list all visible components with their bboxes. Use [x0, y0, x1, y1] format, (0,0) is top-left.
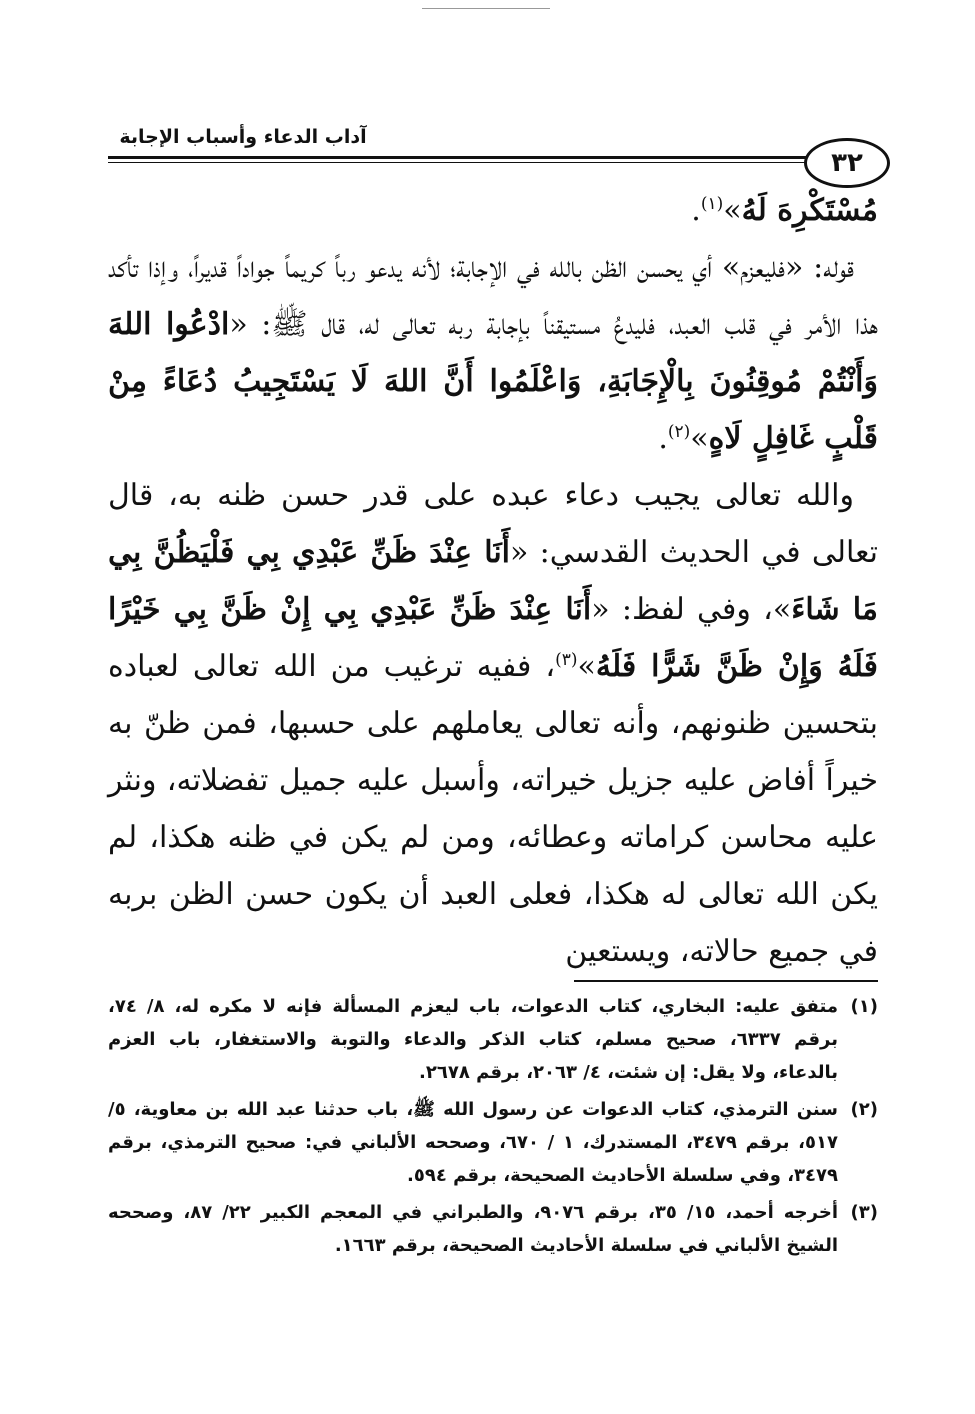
footnote-1	[108, 990, 878, 1089]
header-rule-thin	[108, 162, 808, 163]
hadith-text: أَنَا عِنْدَ ظَنِّ عَبْدِي بِي إِنْ ظَنَّ بِي خَيْرًا فَلَهُ وَإِنْ ظَنَّ شَرًّا فَلَهُ	[108, 592, 878, 684]
main-text	[108, 182, 878, 980]
running-title: آداب الدعاء وأسباب الإجابة	[119, 126, 367, 148]
closing-quote: »	[690, 421, 709, 456]
top-decorative-rule	[422, 8, 550, 9]
paragraph-text: قوله: «فليعزم» أي يحسن الظن بالله في الإجابة؛ لأنه يدعو رباً كريماً جواداً قديراً، وإذا تأكد هذا الأمر في قلب العبد، فليدعُ مستيقناً بإجابة ربه تعالى له، قال ﷺ: «	[108, 250, 878, 342]
period: .	[658, 421, 668, 456]
footnote-3	[108, 1196, 878, 1262]
footnote-number: (٢)	[850, 1099, 878, 1120]
paragraph-text: والله تعالى يجيب دعاء عبده على قدر حسن ظنه به، قال تعالى في الحديث القدسي: «	[108, 478, 878, 570]
footnote-ref-3: (٣)	[555, 650, 578, 670]
hadith-text: أَنَا عِنْدَ ظَنِّ عَبْدِي بِي فَلْيَظُنَّ بِي مَا شَاءَ	[108, 535, 879, 627]
footnote-ref-1: (١)	[700, 194, 724, 214]
footnote-separator	[574, 980, 878, 982]
paragraph-2	[108, 239, 878, 467]
footnote-text: أخرجه أحمد، ١٥/ ٣٥، برقم ٩٠٧٦، والطبراني في المعجم الكبير ٢٢/ ٨٧، وصححه الشيخ الألباني في سلسلة الأحاديث الصحيحة، برقم ١٦٦٣.	[108, 1202, 838, 1256]
footnote-2	[108, 1093, 878, 1192]
footnote-text: متفق عليه: البخاري، كتاب الدعوات، باب ليعزم المسألة فإنه لا مكره له، ٨/ ٧٤، برقم ٦٣٣٧، صحيح مسلم، كتاب الذكر والدعاء والتوبة والاستغفار، باب العزم بالدعاء، ولا يقل: إن شئت، ٤/ ٢٠٦٣، برقم ٢٦٧٨.	[108, 996, 838, 1083]
paragraph-text: ، ففيه ترغيب من الله تعالى لعباده بتحسين ظنونهم، وأنه تعالى يعاملهم على حسبها، فمن ظنّ به خيراً أفاض عليه جزيل خيراته، وأسبل عليه جميل تفضلاته، ونثر عليه محاسن كراماته وعطائه، ومن لم يكن في ظنه هكذا، لم يكن الله تعالى له هكذا، فعلى العبد أن يكون حسن الظن بربه في جميع حالاته، ويستعين	[108, 649, 878, 969]
paragraph-3	[108, 467, 878, 980]
period: .	[691, 193, 701, 228]
page-header	[108, 118, 878, 178]
footnote-text: سنن الترمذي، كتاب الدعوات عن رسول الله ﷺ، باب حدثنا عبد الله بن معاوية، ٥/ ٥١٧، برقم ٣٤٧٩، المستدرك، ١ / ٦٧٠، وصححه الألباني في: صحيح الترمذي، برقم ٣٤٧٩، وفي سلسلة الأحاديث الصحيحة، برقم ٥٩٤.	[108, 1099, 838, 1186]
closing-quote: »	[577, 649, 596, 684]
closing-quote: »	[723, 193, 742, 228]
hadith-text: مُسْتَكْرِهَ لَهُ	[741, 193, 878, 228]
footnote-number: (١)	[850, 996, 878, 1017]
paragraph-text: »، وفي لفظ: «	[591, 592, 792, 627]
header-rule-thick	[108, 156, 808, 159]
footnote-ref-2: (٢)	[667, 422, 691, 442]
paragraph-1	[108, 182, 878, 239]
page-number: ٣٢	[804, 138, 890, 188]
footnote-number: (٣)	[850, 1202, 878, 1223]
footnotes	[108, 990, 878, 1266]
hadith-text: ادْعُوا اللهَ وَأَنْتُمْ مُوقِنُونَ بِالْإِجَابَةِ، وَاعْلَمُوا أَنَّ اللهَ لَا يَسْتَجِيبُ دُعَاءً مِنْ قَلْبٍ غَافِلٍ لَاهٍ	[108, 307, 878, 456]
